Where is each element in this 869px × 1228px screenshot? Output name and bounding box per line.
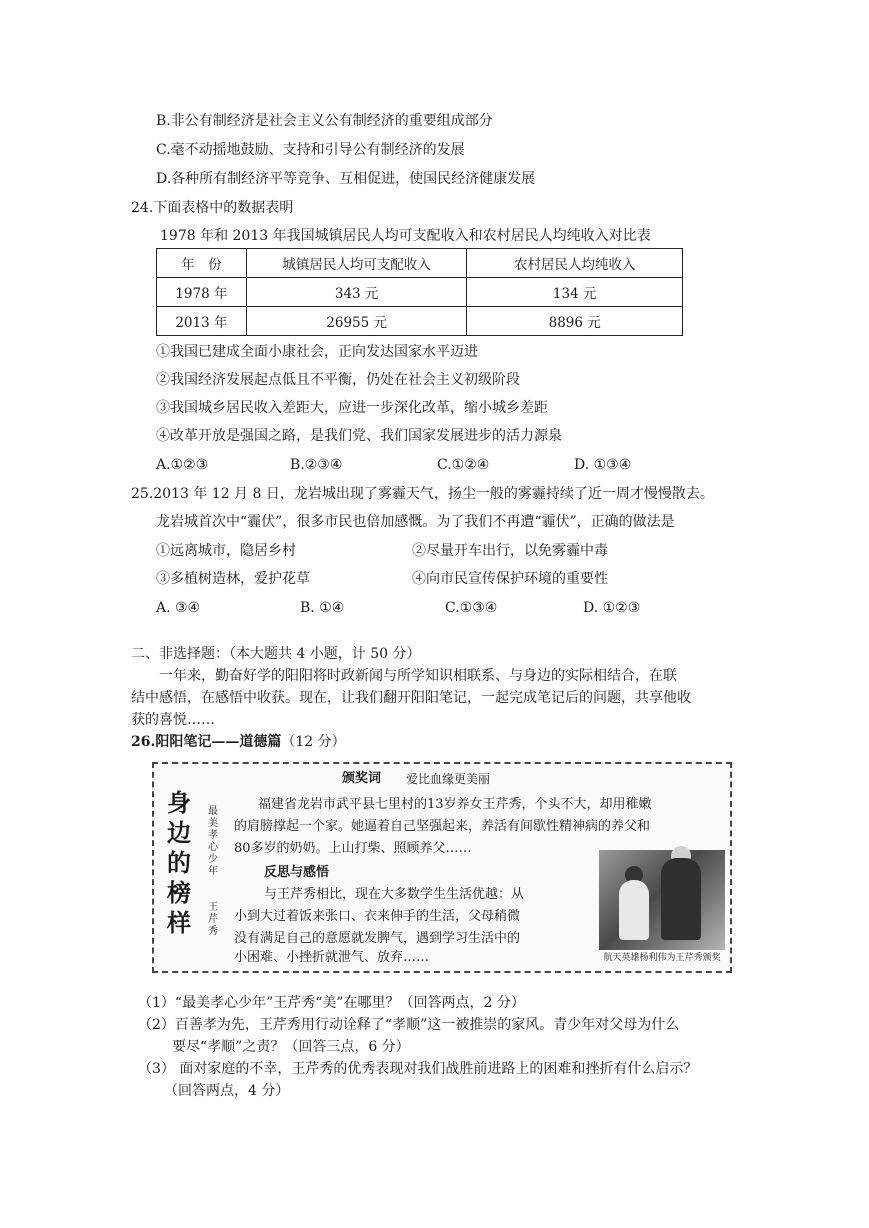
table-cell: 343 元 [246,278,467,307]
q25-stem-line2: 龙岩城首次中“霾伏”，很多市民也倍加感慨。为了我们不再遭“霾伏”，正确的做法是 [156,514,675,530]
q24-statement: ①我国已建成全面小康社会，正向发达国家水平迈进 [156,344,478,360]
q25-statement: ②尽量开车出行，以免雾霾中毒 [412,543,608,559]
q24-choice-b: B.②③④ [290,457,343,473]
q25-statement: ③多植树造林，爱护花草 [156,571,310,587]
side-subtitle-name: 王芹秀 [208,902,218,937]
q25-choice-c: C.①③④ [445,600,498,616]
award-label: 颁奖词 [342,771,382,786]
q23-option-c: C.毫不动摇地鼓励、支持和引导公有制经济的发展 [156,142,465,158]
q23-option-b: B.非公有制经济是社会主义公有制经济的重要组成部分 [156,113,493,129]
role-model-note-box [152,762,732,973]
side-title-char: 边 [167,819,191,847]
award-text-line2: 的肩膀撑起一个家。她逼着自己坚强起来，养活有间歇性精神病的养父和 [234,819,651,834]
q24-table-title: 1978 年和 2013 年我国城镇居民人均可支配收入和农村居民人均纯收入对比表 [160,228,651,244]
side-subtitle-award: 最美孝心少年 [208,806,218,877]
q26-title-text: 26.阳阳笔记——道德篇 [131,734,282,750]
side-title-char: 样 [167,909,191,937]
section-heading: 二、非选择题：（本大题共 4 小题，计 50 分） [131,646,421,662]
section-intro-line1: 一年来，勤奋好学的阳阳将时政新闻与所学知识相联系、与身边的实际相结合，在联 [159,668,677,684]
reflect-line2: 小到大过着饭来张口、衣来伸手的生活，父母稍微 [234,909,521,924]
q26-question3-line1: （3） 面对家庭的不幸，王芹秀的优秀表现对我们战胜前进路上的困难和挫折有什么启示？ [138,1061,698,1077]
q25-statement: ①远离城市，隐居乡村 [156,543,296,559]
photo-caption: 航天英雄杨利伟为王芹秀颁奖 [603,953,721,963]
q25-statement: ④向市民宣传保护环境的重要性 [412,571,608,587]
section-intro-line2: 结中感悟，在感悟中收获。现在，让我们翻开阳阳笔记，一起完成笔记后的问题，共享他收 [131,690,691,706]
award-title: 爱比血缘更美丽 [406,772,491,786]
q25-choice-a: A. ③④ [156,600,201,616]
side-title-char: 榜 [167,879,191,907]
table-cell: 1978 年 [157,278,247,307]
side-title-char: 身 [167,789,191,817]
q26-score: （12 分） [281,734,346,750]
table-cell: 8896 元 [467,307,683,336]
photo-figure-girl [619,880,649,940]
q25-choice-b: B. ①④ [300,600,345,616]
q24-choice-c: C.①②④ [437,457,490,473]
q25-choice-d: D. ①②③ [583,600,641,616]
q24-stem: 24.下面表格中的数据表明 [131,200,294,216]
table-cell: 134 元 [467,278,683,307]
table-row [157,307,683,336]
table-header-cell: 农村居民人均纯收入 [467,249,683,278]
q24-statement: ④改革开放是强国之路，是我们党、我们国家发展进步的活力源泉 [156,428,562,444]
q25-stem-line1: 25.2013 年 12 月 8 日，龙岩城出现了雾霾天气，扬尘一般的雾霾持续了近一周才慢慢散去。 [131,486,714,502]
q26-question2-line2: 要尽“孝顺”之责？（回答三点，6 分） [172,1039,410,1055]
table-header-cell: 城镇居民人均可支配收入 [246,249,467,278]
side-title [164,788,194,938]
table-header-cell: 年 份 [157,249,247,278]
q24-statement: ③我国城乡居民收入差距大，应进一步深化改革，缩小城乡差距 [156,400,548,416]
q26-title [131,732,346,752]
side-title-char: 的 [167,849,191,877]
q26-question1: （1）“最美孝心少年”王芹秀“美”在哪里？（回答两点，2 分） [138,995,525,1011]
table-row [157,278,683,307]
table-cell: 2013 年 [157,307,247,336]
section-intro-line3: 获的喜悦…… [131,712,215,728]
q26-question3-line2: （回答两点，4 分） [164,1083,290,1099]
reflect-line3: 没有满足自己的意愿就发脾气，遇到学习生活中的 [234,931,521,946]
reflect-label: 反思与感悟 [264,865,330,880]
q24-choice-d: D. ①③④ [574,457,632,473]
table-cell: 26955 元 [246,307,467,336]
q23-option-d: D.各种所有制经济平等竞争、互相促进，使国民经济健康发展 [156,171,536,187]
q24-choice-a: A.①②③ [156,457,209,473]
q24-statement: ②我国经济发展起点低且不平衡，仍处在社会主义初级阶段 [156,372,520,388]
reflect-line1: 与王芹秀相比，现在大多数学生生活优越：从 [264,887,525,902]
award-photo [599,850,725,950]
q26-question2-line1: （2）百善孝为先，王芹秀用行动诠释了“孝顺”这一被推崇的家风。青少年对父母为什么 [138,1017,680,1033]
table-header-row [157,249,683,278]
award-text-line1: 福建省龙岩市武平县七里村的13岁养女王芹秀，个头不大，却用稚嫩 [258,797,652,812]
income-comparison-table [156,248,683,336]
reflect-line4: 小困难、小挫折就泄气、放弃…… [234,950,430,965]
award-text-line3: 80多岁的奶奶。上山打柴、照顾养父…… [234,841,472,856]
photo-figure-officer [661,858,701,940]
